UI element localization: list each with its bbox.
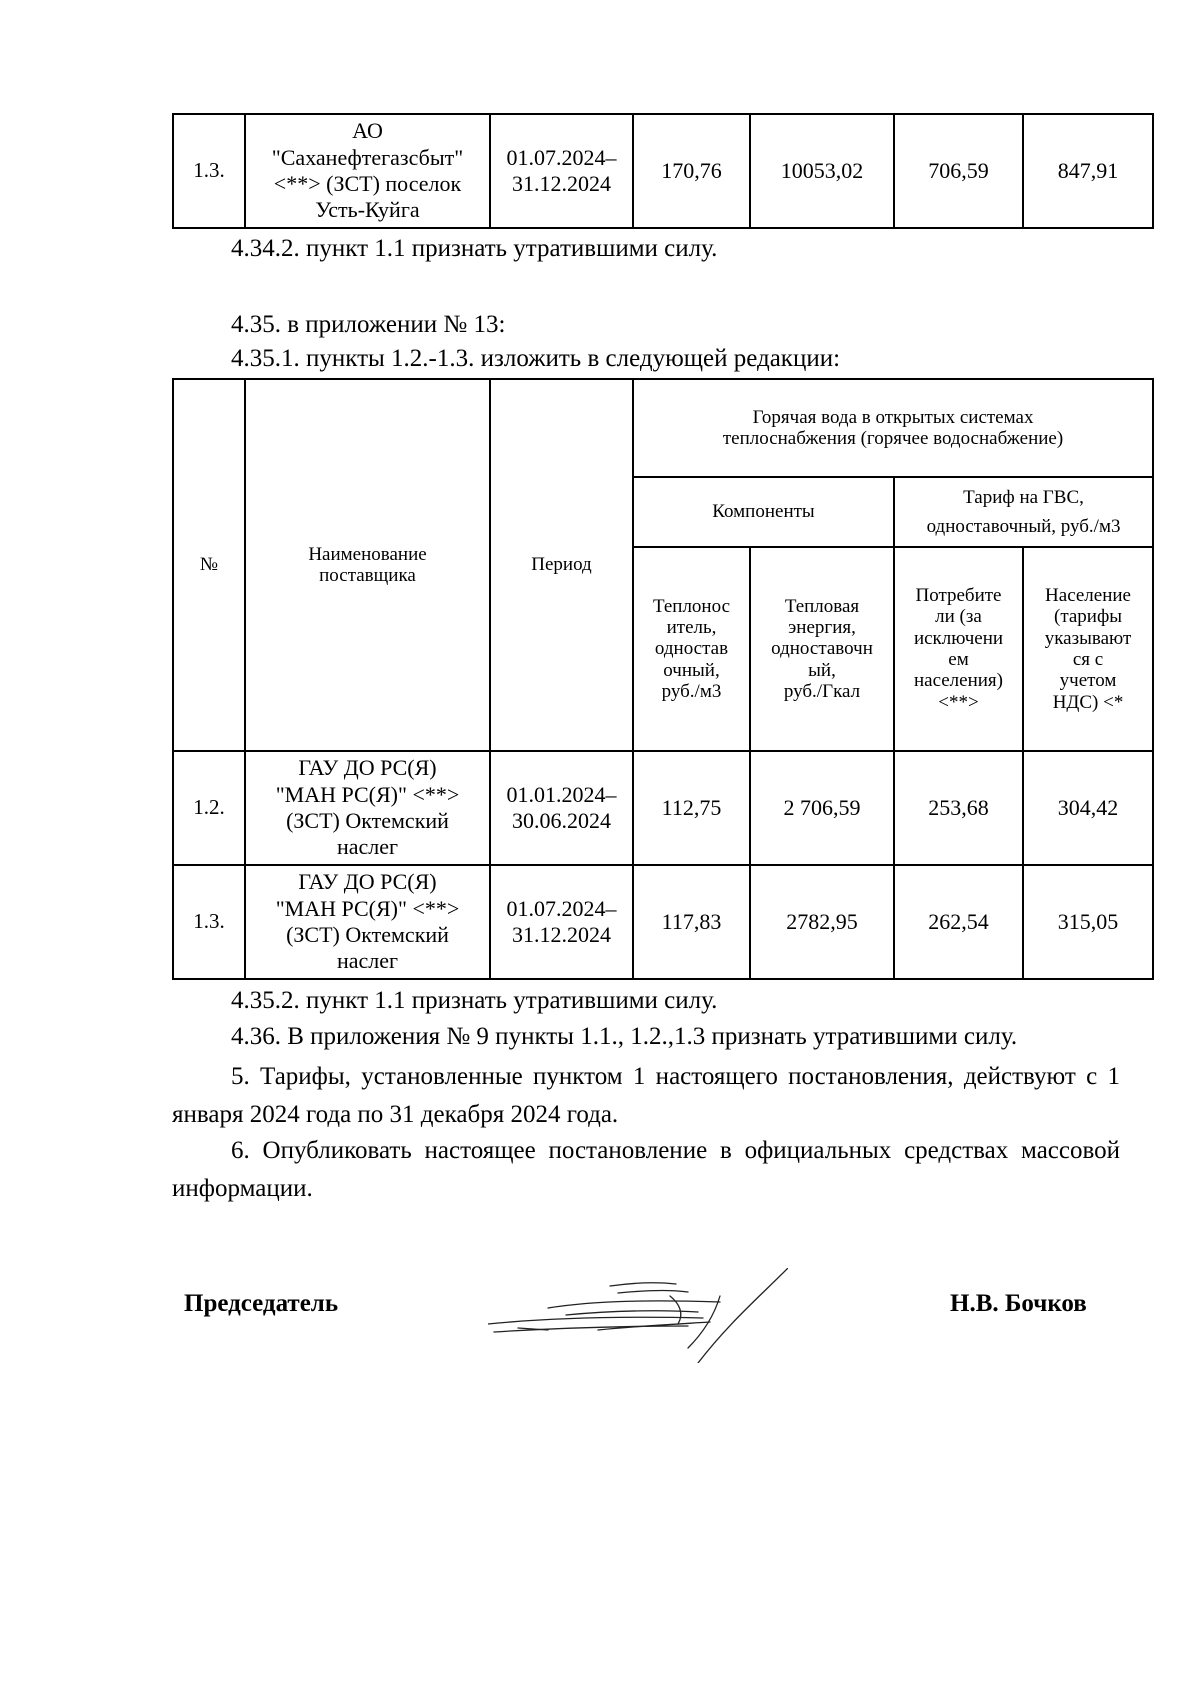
supplier-name: ГАУ ДО РС(Я) "МАН РС(Я)" <**> (ЗСТ) Октемский наслег: [245, 751, 490, 865]
value-cell: 847,91: [1023, 114, 1153, 228]
row-number: 1.3.: [173, 865, 245, 979]
row-number: 1.2.: [173, 751, 245, 865]
table-row: [173, 114, 1153, 228]
value-cell: 253,68: [894, 751, 1023, 865]
header-population: Население (тарифы указывают ся с учетом НДС) <*: [1023, 547, 1153, 751]
header-heat-carrier: Теплонос итель, одностав очный, руб./м3: [633, 547, 750, 751]
value-cell: 706,59: [894, 114, 1023, 228]
value-cell: 2 706,59: [750, 751, 894, 865]
table-row: [173, 751, 1153, 865]
paragraph-4-35-2: 4.35.2. пункт 1.1 признать утратившими силу.: [231, 987, 718, 1014]
value-cell: 262,54: [894, 865, 1023, 979]
signer-position: Председатель: [184, 1290, 339, 1317]
hot-water-tariff-table: [172, 378, 1154, 980]
row-number: 1.3.: [173, 114, 245, 228]
header-consumers: Потребите ли (за исключени ем населения) <**>: [894, 547, 1023, 751]
value-cell: 10053,02: [750, 114, 894, 228]
handwritten-signature: [488, 1268, 788, 1363]
paragraph-6: 6. Опубликовать настоящее постановление в официальных средствах массовой информации.: [172, 1137, 1120, 1202]
header-row: [173, 379, 1153, 477]
header-group: Горячая вода в открытых системах теплоснабжения (горячее водоснабжение): [633, 379, 1153, 477]
value-cell: 170,76: [633, 114, 750, 228]
supplier-name: ГАУ ДО РС(Я) "МАН РС(Я)" <**> (ЗСТ) Октемский наслег: [245, 865, 490, 979]
supplier-name: АО "Саханефтегазсбыт" <**> (ЗСТ) поселок Усть-Куйга: [245, 114, 490, 228]
table-row: [173, 865, 1153, 979]
header-thermal-energy: Тепловая энергия, одноставочн ый, руб./Гкал: [750, 547, 894, 751]
paragraph-4-36: 4.36. В приложения № 9 пункты 1.1., 1.2.,1.3 признать утратившими силу.: [231, 1023, 1018, 1050]
period: 01.07.2024– 31.12.2024: [490, 114, 633, 228]
header-period: Период: [490, 379, 633, 751]
header-tariff: Тариф на ГВС, одноставочный, руб./м3: [894, 477, 1153, 547]
paragraph-5: 5. Тарифы, установленные пунктом 1 настоящего постановления, действуют с 1 января 2024 года по 31 декабря 2024 года.: [172, 1063, 1120, 1128]
signer-name: Н.В. Бочков: [950, 1290, 1087, 1317]
paragraph-4-35-1: 4.35.1. пункты 1.2.-1.3. изложить в следующей редакции:: [231, 345, 841, 372]
value-cell: 2782,95: [750, 865, 894, 979]
value-cell: 117,83: [633, 865, 750, 979]
period: 01.01.2024– 30.06.2024: [490, 751, 633, 865]
header-components: Компоненты: [633, 477, 894, 547]
header-supplier: Наименование поставщика: [245, 379, 490, 751]
value-cell: 304,42: [1023, 751, 1153, 865]
paragraph-4-34-2: 4.34.2. пункт 1.1 признать утратившими силу.: [231, 235, 718, 262]
header-number: №: [173, 379, 245, 751]
paragraph-4-35: 4.35. в приложении № 13:: [231, 311, 506, 338]
value-cell: 112,75: [633, 751, 750, 865]
period: 01.07.2024– 31.12.2024: [490, 865, 633, 979]
tariff-table-continued: [172, 113, 1154, 229]
value-cell: 315,05: [1023, 865, 1153, 979]
